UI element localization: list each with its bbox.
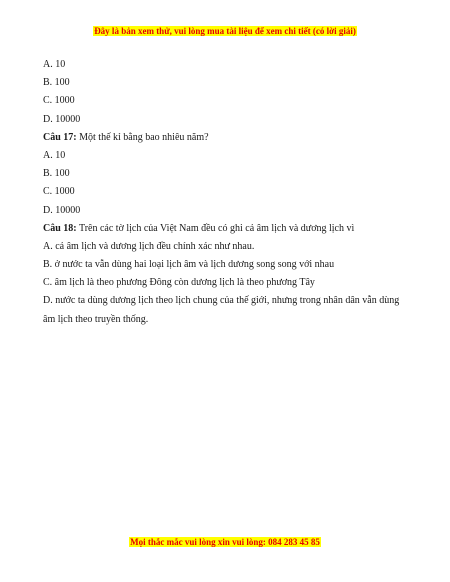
q16-option-c: C. 1000 — [43, 95, 75, 107]
q18-text: Trên các tờ lịch của Việt Nam đều có ghi cả âm lịch và dương lịch vì — [76, 222, 355, 234]
q16-option-a: A. 10 — [43, 59, 66, 70]
question-16-options — [43, 56, 413, 129]
q17-option-d: D. 10000 — [43, 204, 81, 216]
question-content — [43, 56, 413, 329]
q17-option-c: C. 1000 — [43, 186, 75, 198]
q18-label: Câu 18: — [43, 222, 77, 234]
q18-option-d: D. nước ta dùng dương lịch theo lịch chung của thế giới, nhưng trong nhân dân vẫn dùng âm lịch theo truyền thống. — [43, 295, 400, 325]
q18-stem — [43, 220, 413, 238]
contact-text: Mọi thắc mắc vui lòng xin vui lòng: 084 283 45 85 — [130, 537, 320, 547]
q17-label: Câu 17: — [43, 131, 77, 143]
q17-text: Một thế kỉ bằng bao nhiêu năm? — [76, 131, 209, 143]
question-17 — [43, 129, 413, 220]
q18-option-b: B. ở nước ta vẫn dùng hai loại lịch âm và lịch dương song song với nhau — [43, 259, 335, 271]
q18-option-a: A. cả âm lịch và dương lịch đều chính xác như nhau. — [43, 240, 255, 252]
contact-banner — [0, 537, 450, 548]
q17-option-b: B. 100 — [43, 168, 70, 180]
preview-notice-text: Đây là bản xem thử, vui lòng mua tài liệu để xem chi tiết (có lời giải) — [94, 26, 356, 36]
q17-stem — [43, 129, 413, 147]
q18-option-c: C. âm lịch là theo phương Đông còn dương lịch là theo phương Tây — [43, 277, 315, 289]
question-18 — [43, 220, 413, 329]
q16-option-b: B. 100 — [43, 77, 70, 89]
q16-option-d: D. 10000 — [43, 113, 81, 125]
q17-option-a: A. 10 — [43, 149, 66, 161]
preview-notice-banner — [0, 26, 450, 37]
